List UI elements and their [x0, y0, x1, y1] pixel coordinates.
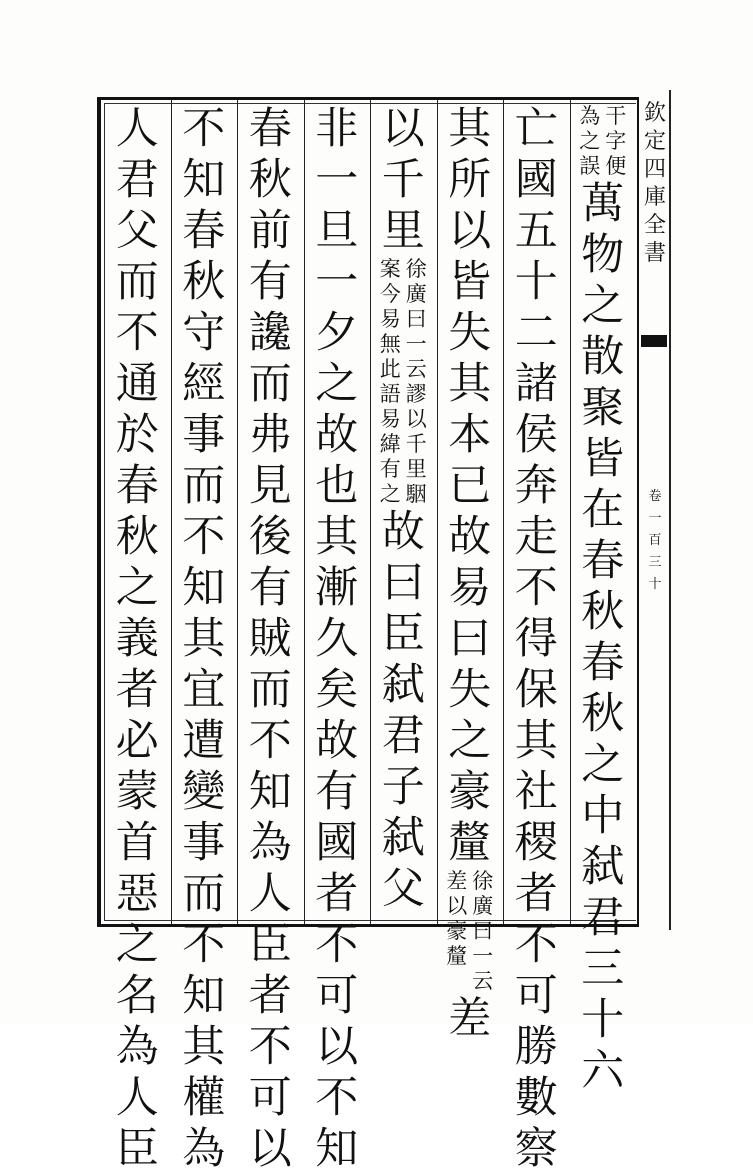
main-char: 得	[514, 614, 558, 664]
main-char: 可	[315, 971, 359, 1021]
commentary-note-line: 為 之 誤	[579, 104, 601, 178]
main-char: 所	[448, 155, 492, 205]
main-char: 君	[581, 893, 625, 943]
banner-title: 欽 定 四 庫 全 書	[643, 101, 666, 266]
main-char: 物	[581, 230, 625, 280]
main-char: 之	[581, 740, 625, 790]
commentary-note-line: 干 字 便	[605, 104, 627, 178]
main-char: 以	[448, 206, 492, 256]
text-column-2	[510, 104, 562, 1174]
main-char: 皆	[581, 434, 625, 484]
main-char: 人	[248, 869, 292, 919]
column-rule	[370, 100, 371, 924]
main-char: 春	[581, 536, 625, 586]
main-char: 子	[381, 762, 425, 812]
banner-page-number: 卷 一 百 三 十	[648, 489, 662, 592]
main-char: 以	[315, 1022, 359, 1072]
main-char: 故	[381, 507, 425, 557]
main-char: 必	[115, 716, 159, 766]
main-char: 三	[581, 944, 625, 994]
main-char: 失	[448, 665, 492, 715]
main-char: 故	[315, 410, 359, 460]
main-char: 秋	[248, 155, 292, 205]
main-char: 通	[115, 359, 159, 409]
main-char: 變	[182, 767, 226, 817]
main-char: 不	[182, 104, 226, 154]
main-char: 在	[581, 485, 625, 535]
main-char: 人	[115, 1073, 159, 1123]
text-column-5	[311, 104, 363, 1174]
main-char: 不	[248, 1022, 292, 1072]
main-char: 察	[514, 1124, 558, 1174]
main-char: 春	[115, 461, 159, 511]
main-char: 義	[115, 614, 159, 664]
main-char: 保	[514, 665, 558, 715]
main-char: 故	[448, 512, 492, 562]
text-column-1	[577, 104, 629, 1096]
main-char: 春	[581, 638, 625, 688]
main-char: 父	[381, 864, 425, 914]
main-char: 賊	[248, 614, 292, 664]
main-char: 事	[182, 410, 226, 460]
main-char: 者	[248, 971, 292, 1021]
main-char: 國	[315, 818, 359, 868]
main-char: 事	[182, 818, 226, 868]
main-char: 知	[182, 563, 226, 613]
main-char: 曰	[381, 558, 425, 608]
main-char: 千	[381, 155, 425, 205]
main-char: 弗	[248, 410, 292, 460]
main-char: 弑	[381, 660, 425, 710]
main-char: 差	[448, 994, 492, 1044]
commentary-note-line: 徐 廣 曰 一 云 謬 以 千 里 駰	[405, 257, 427, 506]
main-char: 君	[381, 711, 425, 761]
commentary-note-line: 案 今 易 無 此 語 易 緯 有 之	[379, 257, 401, 506]
main-char: 六	[581, 1046, 625, 1096]
main-char: 之	[448, 716, 492, 766]
main-char: 守	[182, 308, 226, 358]
main-char: 散	[581, 332, 625, 382]
commentary-note	[577, 104, 629, 179]
main-char: 矣	[315, 665, 359, 715]
main-char: 不	[315, 1073, 359, 1123]
text-column-8	[111, 104, 163, 1174]
text-column-3	[444, 104, 496, 1044]
main-char: 宜	[182, 665, 226, 715]
main-char: 不	[315, 920, 359, 970]
main-char: 權	[182, 1073, 226, 1123]
main-char: 臣	[115, 1124, 159, 1174]
main-char: 可	[514, 971, 558, 1021]
main-char: 不	[115, 308, 159, 358]
main-char: 君	[115, 155, 159, 205]
main-char: 夕	[315, 308, 359, 358]
main-char: 見	[248, 461, 292, 511]
main-char: 知	[182, 155, 226, 205]
main-char: 侯	[514, 410, 558, 460]
text-column-7	[178, 104, 230, 1174]
main-char: 國	[514, 155, 558, 205]
main-char: 知	[182, 971, 226, 1021]
main-char: 萬	[581, 179, 625, 229]
main-char: 聚	[581, 383, 625, 433]
main-char: 之	[115, 920, 159, 970]
main-char: 其	[182, 1022, 226, 1072]
main-char: 而	[182, 461, 226, 511]
column-rule	[503, 100, 504, 924]
main-char: 其	[448, 104, 492, 154]
column-rule	[237, 100, 238, 924]
main-char: 為	[115, 1022, 159, 1072]
main-char: 遭	[182, 716, 226, 766]
main-char: 十	[581, 995, 625, 1045]
main-char: 為	[182, 1124, 226, 1174]
main-char: 於	[115, 410, 159, 460]
page-banner	[639, 88, 671, 933]
main-char: 而	[115, 257, 159, 307]
main-char: 者	[115, 665, 159, 715]
text-column-6	[244, 104, 296, 1174]
main-char: 里	[381, 206, 425, 256]
main-char: 亡	[514, 104, 558, 154]
main-char: 一	[315, 155, 359, 205]
column-rule	[437, 100, 438, 924]
main-char: 有	[248, 563, 292, 613]
main-char: 之	[315, 359, 359, 409]
main-char: 其	[182, 614, 226, 664]
text-column-4	[377, 104, 429, 916]
main-char: 之	[115, 563, 159, 613]
main-char: 本	[448, 410, 492, 460]
main-char: 人	[115, 104, 159, 154]
main-char: 而	[182, 869, 226, 919]
main-char: 者	[514, 869, 558, 919]
main-char: 曰	[448, 614, 492, 664]
main-char: 已	[448, 461, 492, 511]
main-char: 而	[248, 359, 292, 409]
main-char: 奔	[514, 461, 558, 511]
main-char: 經	[182, 359, 226, 409]
main-char: 社	[514, 767, 558, 817]
main-char: 釐	[448, 818, 492, 868]
main-char: 知	[248, 767, 292, 817]
main-char: 諸	[514, 359, 558, 409]
main-char: 有	[315, 767, 359, 817]
main-char: 不	[182, 920, 226, 970]
main-char: 可	[248, 1073, 292, 1123]
main-char: 不	[248, 716, 292, 766]
main-char: 也	[315, 461, 359, 511]
main-char: 前	[248, 206, 292, 256]
main-char: 父	[115, 206, 159, 256]
main-char: 讒	[248, 308, 292, 358]
column-rule	[304, 100, 305, 924]
main-char: 有	[248, 257, 292, 307]
main-char: 漸	[315, 563, 359, 613]
main-char: 勝	[514, 1022, 558, 1072]
main-char: 春	[182, 206, 226, 256]
main-char: 秋	[581, 587, 625, 637]
commentary-note-line: 差 以 豪 釐	[446, 869, 468, 968]
main-char: 春	[248, 104, 292, 154]
main-char: 皆	[448, 257, 492, 307]
main-char: 以	[381, 104, 425, 154]
main-char: 臣	[381, 609, 425, 659]
main-char: 蒙	[115, 767, 159, 817]
main-char: 豪	[448, 767, 492, 817]
commentary-note	[377, 257, 429, 507]
main-char: 易	[448, 563, 492, 613]
main-char: 五	[514, 206, 558, 256]
column-rule	[570, 100, 571, 924]
main-char: 走	[514, 512, 558, 562]
main-char: 秋	[581, 689, 625, 739]
main-char: 惡	[115, 869, 159, 919]
main-char: 弑	[581, 842, 625, 892]
main-char: 非	[315, 104, 359, 154]
main-char: 為	[248, 818, 292, 868]
main-char: 不	[514, 920, 558, 970]
main-char: 名	[115, 971, 159, 1021]
main-char: 不	[182, 512, 226, 562]
main-char: 不	[514, 563, 558, 613]
commentary-note-line: 徐 廣 曰 一 云	[472, 869, 494, 993]
main-char: 旦	[315, 206, 359, 256]
commentary-note	[444, 869, 496, 994]
main-char: 失	[448, 308, 492, 358]
main-char: 知	[315, 1124, 359, 1174]
fish-tail-mark	[641, 335, 667, 347]
main-char: 其	[315, 512, 359, 562]
main-char: 數	[514, 1073, 558, 1123]
main-char: 而	[248, 665, 292, 715]
main-char: 以	[248, 1124, 292, 1174]
main-char: 秋	[115, 512, 159, 562]
main-char: 中	[581, 791, 625, 841]
main-char: 其	[514, 716, 558, 766]
main-char: 二	[514, 308, 558, 358]
main-char: 故	[315, 716, 359, 766]
main-char: 後	[248, 512, 292, 562]
main-char: 一	[315, 257, 359, 307]
column-rule	[171, 100, 172, 924]
main-char: 者	[315, 869, 359, 919]
main-char: 之	[581, 281, 625, 331]
main-char: 其	[448, 359, 492, 409]
main-char: 首	[115, 818, 159, 868]
main-char: 弑	[381, 813, 425, 863]
main-char: 稷	[514, 818, 558, 868]
main-char: 秋	[182, 257, 226, 307]
main-char: 十	[514, 257, 558, 307]
main-char: 久	[315, 614, 359, 664]
main-char: 臣	[248, 920, 292, 970]
